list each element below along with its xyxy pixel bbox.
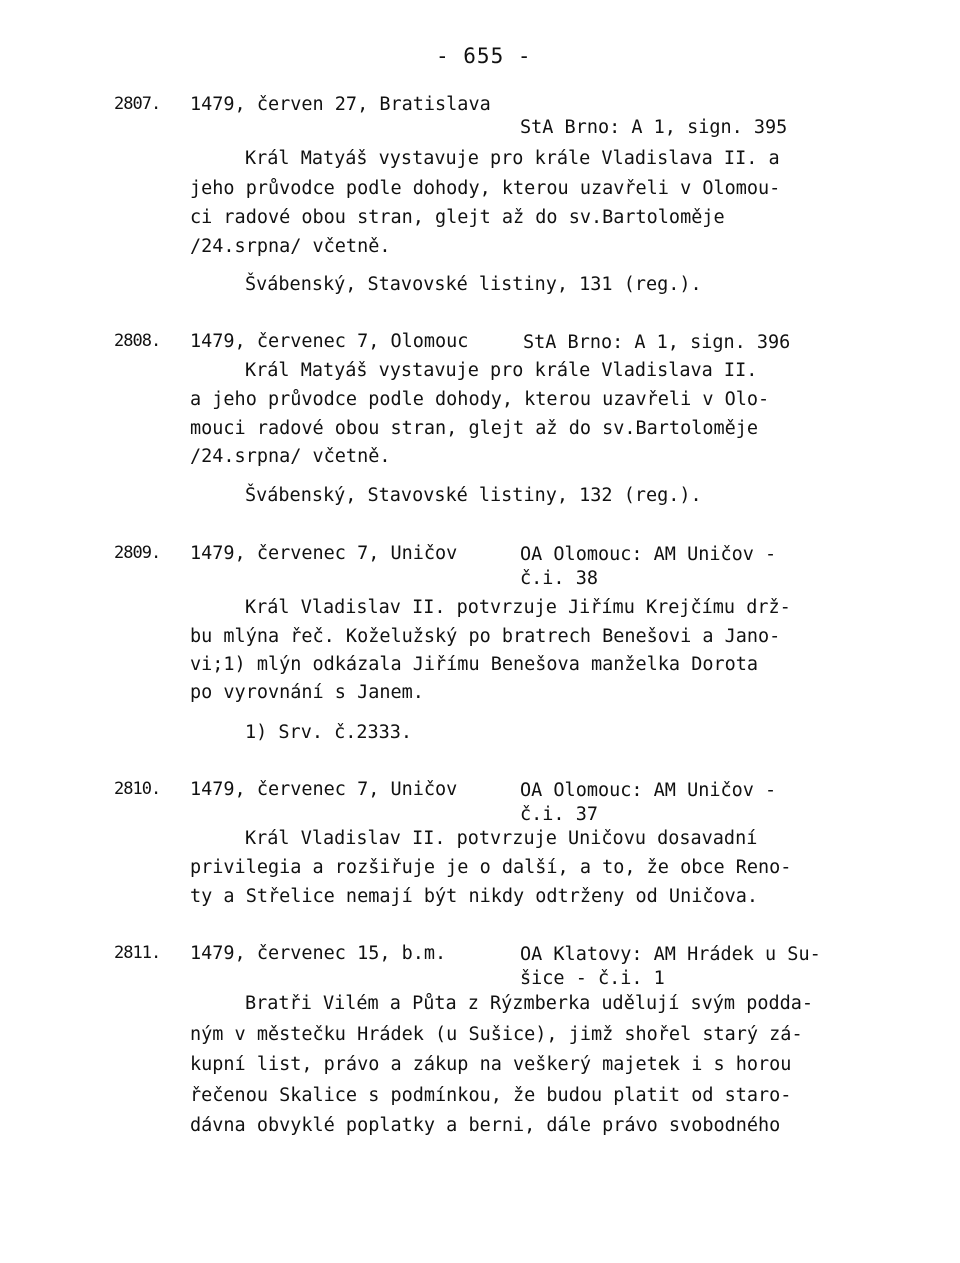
archive-reference: OA Olomouc: AM Uničov - (520, 544, 777, 565)
archive-reference: č.i. 37 (520, 804, 598, 825)
footnote: 1) Srv. č.2333. (245, 722, 413, 743)
archive-reference: StA Brno: A 1, sign. 396 (523, 332, 791, 353)
archive-reference: OA Olomouc: AM Uničov - (520, 780, 777, 801)
regest-line: /24.srpna/ včetně. (190, 236, 391, 257)
regest-line: vi;1) mlýn odkázala Jiřímu Benešova manželka Dorota (190, 654, 759, 675)
regest-line: po vyrovnání s Janem. (190, 682, 424, 703)
literature-reference: Švábenský, Stavovské listiny, 131 (reg.). (245, 274, 702, 295)
entry-number: 2807. (114, 94, 161, 114)
entry-heading: 1479, červenec 7, Uničov (190, 543, 458, 564)
regest-line: /24.srpna/ včetně. (190, 446, 391, 467)
regest-line: Král Vladislav II. potvrzuje Jiřímu Krejčímu drž- (245, 597, 791, 618)
regest-line: Král Matyáš vystavuje pro krále Vladislava II. (245, 360, 758, 381)
regest-line: jeho průvodce podle dohody, kterou uzavřeli v Olomou- (190, 178, 781, 199)
regest-line: dávna obvyklé poplatky a berni, dále právo svobodného (190, 1115, 781, 1136)
regest-line: mouci radové obou stran, glejt až do sv.Bartoloměje (190, 418, 759, 439)
entry-number: 2810. (114, 779, 161, 799)
regest-line: Král Matyáš vystavuje pro krále Vladislava II. a (245, 148, 780, 169)
archive-reference: StA Brno: A 1, sign. 395 (520, 117, 788, 138)
regest-line: řečenou Skalice s podmínkou, že budou platit od staro- (190, 1085, 792, 1106)
entry-number: 2808. (114, 331, 161, 351)
regest-line: kupní list, právo a zákup na veškerý majetek i s horou (190, 1054, 792, 1075)
entry-heading: 1479, červenec 7, Uničov (190, 779, 458, 800)
regest-line: Král Vladislav II. potvrzuje Uničovu dosavadní (245, 828, 758, 849)
entry-heading: 1479, červen 27, Bratislava (190, 94, 491, 115)
archive-reference: č.i. 38 (520, 568, 598, 589)
entry-heading: 1479, červenec 15, b.m. (190, 943, 447, 964)
entry-number: 2809. (114, 543, 161, 563)
regest-line: ty a Střelice nemají být nikdy odtrženy od Uničova. (190, 886, 759, 907)
regest-line: ným v městečku Hrádek (u Sušice), jimž shořel starý zá- (190, 1024, 803, 1045)
literature-reference: Švábenský, Stavovské listiny, 132 (reg.). (245, 485, 702, 506)
regest-line: ci radové obou stran, glejt až do sv.Bartoloměje (190, 207, 725, 228)
archive-reference: šice - č.i. 1 (520, 968, 665, 989)
archive-reference: OA Klatovy: AM Hrádek u Su- (520, 944, 821, 965)
regest-line: Bratři Vilém a Půta z Rýzmberka udělují svým podda- (245, 993, 814, 1014)
regest-line: a jeho průvodce podle dohody, kterou uzavřeli v Olo- (190, 389, 770, 410)
regest-line: privilegia a rozšiřuje je o další, a to, že obce Reno- (190, 857, 792, 878)
regest-line: bu mlýna řeč. Koželužský po bratrech Benešovi a Jano- (190, 626, 781, 647)
page-number: - 655 - (436, 44, 532, 68)
entry-number: 2811. (114, 943, 161, 963)
entry-heading: 1479, červenec 7, Olomouc (190, 331, 469, 352)
